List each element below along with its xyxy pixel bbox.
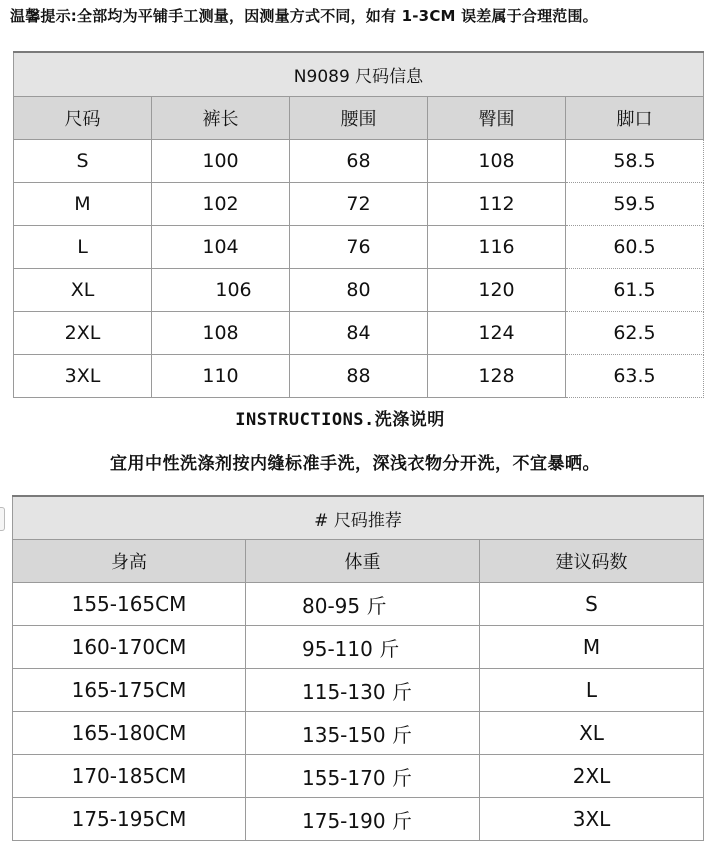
size-cell: S	[14, 140, 152, 183]
size-chart-header: 腰围	[290, 97, 428, 140]
hip-cell: 116	[428, 226, 566, 269]
table-row	[14, 355, 704, 398]
waist-cell: 76	[290, 226, 428, 269]
hip-cell: 124	[428, 312, 566, 355]
leg-opening-cell: 62.5	[566, 312, 704, 355]
leg-opening-cell: 61.5	[566, 269, 704, 312]
pants-length-cell: 110	[152, 355, 290, 398]
waist-cell: 72	[290, 183, 428, 226]
recommendation-header: 建议码数	[480, 540, 704, 583]
leg-opening-cell: 58.5	[566, 140, 704, 183]
pants-length-cell: 104	[152, 226, 290, 269]
weight-cell: 135-150 斤	[246, 712, 480, 755]
size-cell: L	[14, 226, 152, 269]
table-row	[14, 312, 704, 355]
pants-length-cell: 106	[152, 269, 290, 312]
table-row	[14, 183, 704, 226]
recommended-size-cell: L	[480, 669, 704, 712]
weight-cell: 80-95 斤	[246, 583, 480, 626]
size-chart-header: 臀围	[428, 97, 566, 140]
table-row	[14, 140, 704, 183]
size-cell: 2XL	[14, 312, 152, 355]
weight-cell: 95-110 斤	[246, 626, 480, 669]
edge-tab-marker	[0, 507, 5, 531]
washing-instructions: 宜用中性洗涤剂按内缝标准手洗，深浅衣物分开洗，不宜暴晒。	[110, 454, 600, 474]
size-chart-title: N9089 尺码信息	[14, 52, 704, 97]
pants-length-cell: 102	[152, 183, 290, 226]
size-cell: XL	[14, 269, 152, 312]
size-chart-header: 裤长	[152, 97, 290, 140]
recommendation-title: # 尺码推荐	[13, 496, 704, 540]
pants-length-cell: 108	[152, 312, 290, 355]
recommendation-header: 体重	[246, 540, 480, 583]
size-recommendation-table	[12, 495, 704, 841]
recommendation-header: 身高	[13, 540, 246, 583]
height-cell: 165-180CM	[13, 712, 246, 755]
waist-cell: 84	[290, 312, 428, 355]
size-cell: 3XL	[14, 355, 152, 398]
hip-cell: 128	[428, 355, 566, 398]
table-row	[13, 798, 704, 841]
waist-cell: 88	[290, 355, 428, 398]
height-cell: 165-175CM	[13, 669, 246, 712]
weight-cell: 115-130 斤	[246, 669, 480, 712]
table-row	[13, 669, 704, 712]
recommended-size-cell: XL	[480, 712, 704, 755]
leg-opening-cell: 59.5	[566, 183, 704, 226]
recommended-size-cell: M	[480, 626, 704, 669]
weight-cell: 155-170 斤	[246, 755, 480, 798]
waist-cell: 68	[290, 140, 428, 183]
height-cell: 170-185CM	[13, 755, 246, 798]
leg-opening-cell: 63.5	[566, 355, 704, 398]
weight-cell: 175-190 斤	[246, 798, 480, 841]
table-row	[13, 626, 704, 669]
recommended-size-cell: 3XL	[480, 798, 704, 841]
table-row	[14, 269, 704, 312]
recommended-size-cell: 2XL	[480, 755, 704, 798]
height-cell: 155-165CM	[13, 583, 246, 626]
size-chart-header: 尺码	[14, 97, 152, 140]
table-row	[13, 712, 704, 755]
measurement-notice: 温馨提示:全部均为平铺手工测量，因测量方式不同，如有 1-3CM 误差属于合理范围。	[10, 7, 598, 25]
table-row	[13, 583, 704, 626]
pants-length-cell: 100	[152, 140, 290, 183]
waist-cell: 80	[290, 269, 428, 312]
leg-opening-cell: 60.5	[566, 226, 704, 269]
table-row	[13, 755, 704, 798]
hip-cell: 112	[428, 183, 566, 226]
recommended-size-cell: S	[480, 583, 704, 626]
size-chart-table	[13, 51, 704, 398]
size-chart-header: 脚口	[566, 97, 704, 140]
height-cell: 160-170CM	[13, 626, 246, 669]
table-row	[14, 226, 704, 269]
hip-cell: 120	[428, 269, 566, 312]
instructions-title: INSTRUCTIONS.洗涤说明	[235, 410, 445, 430]
height-cell: 175-195CM	[13, 798, 246, 841]
hip-cell: 108	[428, 140, 566, 183]
size-cell: M	[14, 183, 152, 226]
